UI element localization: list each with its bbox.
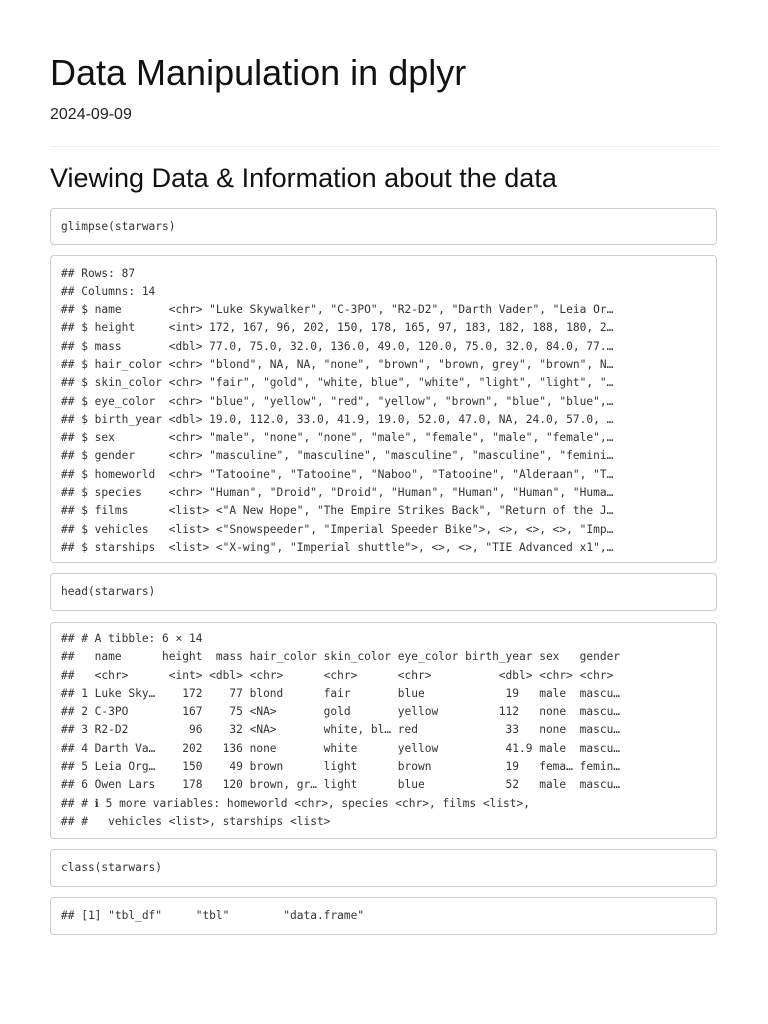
output-line: ## $ homeworld <chr> "Tatooine", "Tatooine", "Naboo", "Tatooine", "Alderaan", "T…	[61, 467, 614, 481]
output-line: ## $ vehicles <list> <"Snowspeeder", "Imperial Speeder Bike">, <>, <>, <>, "Imp…	[61, 522, 614, 536]
page-title: Data Manipulation in dplyr	[50, 52, 467, 93]
output-line: ## 6 Owen Lars 178 120 brown, gr… light blue 52 male mascu…	[61, 778, 621, 792]
output-block-glimpse[interactable]	[50, 255, 717, 563]
output-line: ## Columns: 14	[61, 284, 156, 298]
section-heading: Viewing Data & Information about the data	[50, 163, 557, 193]
output-line: ## # vehicles <list>, starships <list>	[61, 814, 331, 828]
output-lines	[51, 256, 716, 557]
output-line: ## 1 Luke Sky… 172 77 blond fair blue 19 male mascu…	[61, 686, 621, 700]
output-line: ## $ skin_color <chr> "fair", "gold", "white, blue", "white", "light", "light", "…	[61, 376, 614, 390]
output-line: ## $ mass <dbl> 77.0, 75.0, 32.0, 136.0, 49.0, 120.0, 75.0, 32.0, 84.0, 77.…	[61, 339, 614, 353]
code-line: head(starwars)	[61, 585, 156, 598]
output-line: ## 4 Darth Va… 202 136 none white yellow 41.9 male mascu…	[61, 741, 621, 755]
title-divider	[50, 146, 719, 147]
output-lines	[51, 898, 716, 925]
output-line: ## $ species <chr> "Human", "Droid", "Droid", "Human", "Human", "Human", "Huma…	[61, 486, 614, 500]
output-line: ## $ films <list> <"A New Hope", "The Empire Strikes Back", "Return of the J…	[61, 504, 614, 518]
output-line: ## Rows: 87	[61, 266, 136, 280]
output-line: ## $ starships <list> <"X-wing", "Imperial shuttle">, <>, <>, "TIE Advanced x1",…	[61, 540, 614, 554]
output-line: ## 2 C-3PO 167 75 <NA> gold yellow 112 none mascu…	[61, 705, 621, 719]
document-date: 2024-09-09	[50, 106, 132, 123]
output-line: ## $ height <int> 172, 167, 96, 202, 150, 178, 165, 97, 183, 182, 188, 180, 2…	[61, 321, 614, 335]
output-line: ## $ name <chr> "Luke Skywalker", "C-3PO", "R2-D2", "Darth Vader", "Leia Or…	[61, 303, 614, 317]
output-line: ## [1] "tbl_df" "tbl" "data.frame"	[61, 909, 365, 922]
output-line: ## <chr> <int> <dbl> <chr> <chr> <chr> <dbl> <chr> <chr>	[61, 668, 614, 682]
output-line: ## 5 Leia Org… 150 49 brown light brown 19 fema… femin…	[61, 760, 621, 774]
code-line: glimpse(starwars)	[61, 220, 176, 233]
output-line: ## # A tibble: 6 × 14	[61, 632, 203, 645]
code-block-head[interactable]	[50, 573, 717, 611]
output-line: ## $ gender <chr> "masculine", "masculine", "masculine", "masculine", "femini…	[61, 449, 614, 463]
code-block-class[interactable]	[50, 849, 717, 887]
output-lines	[51, 623, 716, 831]
output-block-head[interactable]	[50, 622, 717, 839]
output-block-class[interactable]	[50, 897, 717, 935]
output-line: ## $ birth_year <dbl> 19.0, 112.0, 33.0, 41.9, 19.0, 52.0, 47.0, NA, 24.0, 57.0, …	[61, 412, 614, 426]
output-line: ## name height mass hair_color skin_color eye_color birth_year sex gender	[61, 650, 621, 664]
output-line: ## 3 R2-D2 96 32 <NA> white, bl… red 33 none mascu…	[61, 723, 621, 737]
output-line: ## $ eye_color <chr> "blue", "yellow", "red", "yellow", "brown", "blue", "blue",…	[61, 394, 614, 408]
code-block-glimpse[interactable]	[50, 208, 717, 245]
output-line: ## $ sex <chr> "male", "none", "none", "male", "female", "male", "female",…	[61, 431, 614, 445]
output-line: ## # ℹ 5 more variables: homeworld <chr>, species <chr>, films <list>,	[61, 796, 530, 810]
output-line: ## $ hair_color <chr> "blond", NA, NA, "none", "brown", "brown, grey", "brown", N…	[61, 357, 614, 371]
code-line: class(starwars)	[61, 861, 163, 874]
